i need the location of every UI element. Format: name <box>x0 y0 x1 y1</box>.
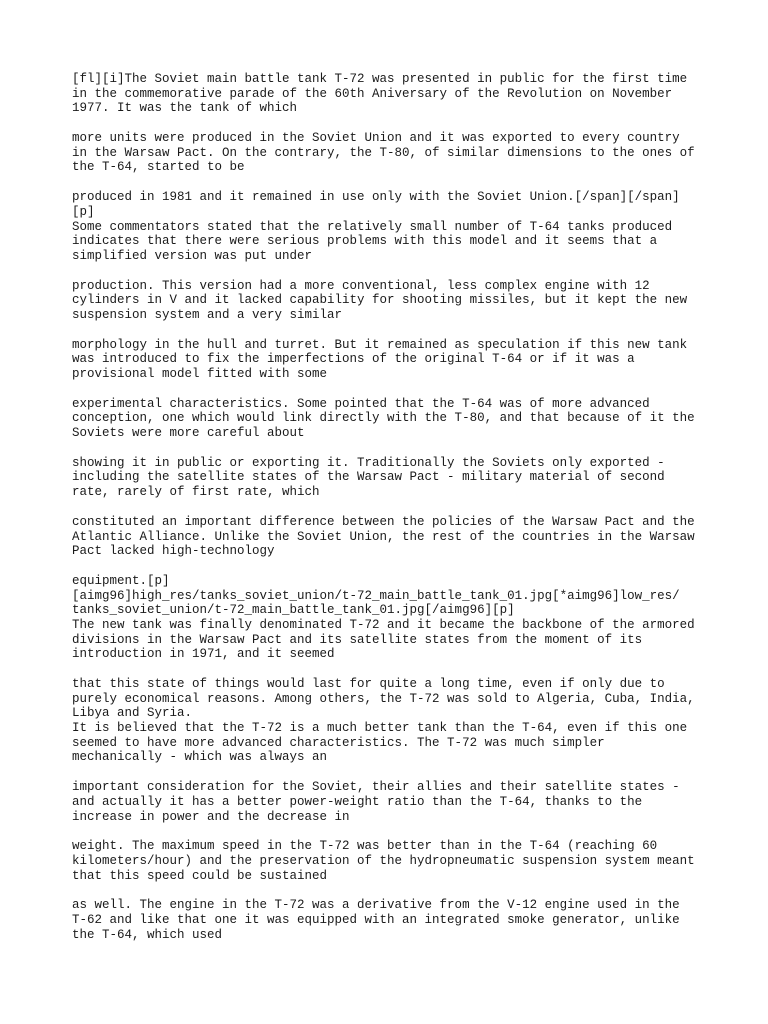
text-line: 1977. It was the tank of which <box>72 101 298 116</box>
text-line: and actually it has a better power-weight ratio than the T-64, thanks to the <box>72 794 643 809</box>
paragraph-9 <box>72 574 702 662</box>
text-line: in the Warsaw Pact. On the contrary, the T-80, of similar dimensions to the ones of <box>72 145 695 160</box>
text-line: purely economical reasons. Among others, the T-72 was sold to Algeria, Cuba, India, <box>72 691 695 706</box>
text-line: Soviets were more careful about <box>72 426 305 441</box>
paragraph-7 <box>72 456 702 500</box>
text-line: T-62 and like that one it was equipped with an integrated smoke generator, unlike <box>72 912 680 927</box>
text-line: tanks_soviet_union/t-72_main_battle_tank_01.jpg[/aimg96][p] <box>72 603 515 618</box>
text-line: the T-64, started to be <box>72 160 245 175</box>
paragraph-4 <box>72 279 702 323</box>
text-line: indicates that there were serious problems with this model and it seems that a <box>72 234 658 249</box>
text-line: Atlantic Alliance. Unlike the Soviet Union, the rest of the countries in the Warsaw <box>72 529 695 544</box>
text-line: showing it in public or exporting it. Traditionally the Soviets only exported - <box>72 455 665 470</box>
paragraph-12 <box>72 839 702 883</box>
paragraph-3 <box>72 190 702 263</box>
text-line: cylinders in V and it lacked capability for shooting missiles, but it kept the new <box>72 293 688 308</box>
text-line: produced in 1981 and it remained in use only with the Soviet Union.[/span][/span] <box>72 190 680 205</box>
paragraph-11 <box>72 780 702 824</box>
text-line: that this state of things would last for quite a long time, even if only due to <box>72 677 665 691</box>
text-line: rate, rarely of first rate, which <box>72 485 320 500</box>
text-line: that this speed could be sustained <box>72 868 328 883</box>
text-line: Pact lacked high-technology <box>72 544 275 559</box>
text-line: [fl][i]The Soviet main battle tank T-72 was presented in public for the first time <box>72 72 688 86</box>
text-line: seemed to have more advanced characteristics. The T-72 was much simpler <box>72 735 605 750</box>
text-line: kilometers/hour) and the preservation of the hydropneumatic suspension system meant <box>72 853 695 868</box>
text-line: divisions in the Warsaw Pact and its satellite states from the moment of its <box>72 632 643 647</box>
text-line: [p] <box>72 204 95 219</box>
text-line: Some commentators stated that the relatively small number of T-64 tanks produced <box>72 219 673 234</box>
text-line: [aimg96]high_res/tanks_soviet_union/t-72_main_battle_tank_01.jpg[*aimg96]low_res/ <box>72 588 680 603</box>
paragraph-13 <box>72 898 702 942</box>
text-line: increase in power and the decrease in <box>72 809 350 824</box>
paragraph-8 <box>72 515 702 559</box>
text-line: The new tank was finally denominated T-72 and it became the backbone of the armored <box>72 617 695 632</box>
text-line: experimental characteristics. Some pointed that the T-64 was of more advanced <box>72 396 650 411</box>
text-line: It is believed that the T-72 is a much better tank than the T-64, even if this one <box>72 721 688 736</box>
text-line: morphology in the hull and turret. But it remained as speculation if this new tank <box>72 337 688 352</box>
text-line: important consideration for the Soviet, their allies and their satellite states - <box>72 780 680 795</box>
text-line: equipment.[p] <box>72 573 170 588</box>
paragraph-1 <box>72 72 702 116</box>
paragraph-5 <box>72 338 702 382</box>
paragraph-10 <box>72 677 702 765</box>
text-line: as well. The engine in the T-72 was a derivative from the V-12 engine used in the <box>72 898 680 913</box>
text-line: suspension system and a very similar <box>72 307 343 322</box>
text-line: conception, one which would link directly with the T-80, and that because of it the <box>72 411 695 426</box>
text-line: more units were produced in the Soviet Union and it was exported to every country <box>72 131 680 146</box>
text-line: was introduced to fix the imperfections of the original T-64 or if it was a <box>72 352 635 367</box>
paragraph-2 <box>72 131 702 175</box>
document-body <box>72 72 702 957</box>
paragraph-6 <box>72 397 702 441</box>
text-line: weight. The maximum speed in the T-72 was better than in the T-64 (reaching 60 <box>72 839 658 854</box>
text-line: including the satellite states of the Warsaw Pact - military material of second <box>72 470 665 485</box>
text-line: provisional model fitted with some <box>72 367 328 381</box>
text-line: production. This version had a more conventional, less complex engine with 12 <box>72 278 650 293</box>
text-line: constituted an important difference between the policies of the Warsaw Pact and the <box>72 514 695 529</box>
text-line: the T-64, which used <box>72 927 223 942</box>
text-line: introduction in 1971, and it seemed <box>72 647 335 662</box>
text-line: simplified version was put under <box>72 248 313 263</box>
text-line: in the commemorative parade of the 60th Aniversary of the Revolution on November <box>72 86 673 101</box>
text-line: mechanically - which was always an <box>72 750 328 765</box>
text-line: Libya and Syria. <box>72 706 193 721</box>
